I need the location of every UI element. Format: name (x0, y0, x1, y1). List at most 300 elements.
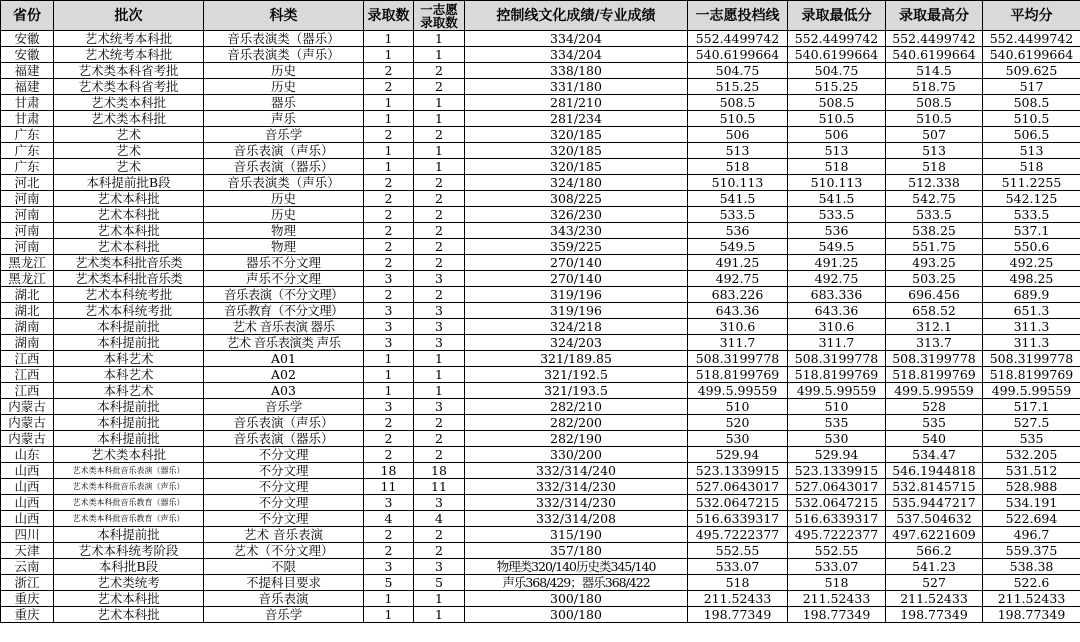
cell-first-choice-count: 2 (414, 63, 465, 79)
cell-min-score: 683.336 (788, 287, 886, 303)
cell-batch: 本科提前批B段 (54, 175, 204, 191)
cell-min-score: 529.94 (788, 447, 886, 463)
cell-subject-type: 不分文理 (204, 495, 364, 511)
column-header-min-score: 录取最低分 (788, 1, 886, 31)
cell-max-score: 540 (886, 431, 983, 447)
cell-subject-type: 音乐学 (204, 399, 364, 415)
cell-batch: 艺术本科统考阶段 (54, 543, 204, 559)
cell-control-line: 300/180 (465, 607, 688, 623)
cell-province: 重庆 (1, 591, 54, 607)
cell-subject-type: A02 (204, 367, 364, 383)
cell-batch: 艺术 (54, 143, 204, 159)
cell-min-score: 508.5 (788, 95, 886, 111)
cell-min-score: 518 (788, 575, 886, 591)
cell-first-choice-count: 2 (414, 127, 465, 143)
cell-province: 黑龙江 (1, 271, 54, 287)
table-row (1, 127, 1080, 143)
cell-min-score: 491.25 (788, 255, 886, 271)
cell-subject-type: 音乐表演类（声乐） (204, 47, 364, 63)
cell-batch: 本科批B段 (54, 559, 204, 575)
cell-first-choice-count: 3 (414, 559, 465, 575)
cell-control-line: 321/192.5 (465, 367, 688, 383)
cell-batch: 艺术本科批 (54, 223, 204, 239)
cell-subject-type: 音乐表演 (204, 591, 364, 607)
cell-admitted-count: 2 (364, 127, 414, 143)
cell-max-score: 546.1944818 (886, 463, 983, 479)
cell-avg-score: 508.3199778 (983, 351, 1080, 367)
cell-batch: 艺术类本科批音乐教育（器乐） (54, 495, 204, 511)
cell-max-score: 538.25 (886, 223, 983, 239)
table-row (1, 79, 1080, 95)
cell-admitted-count: 1 (364, 47, 414, 63)
cell-max-score: 535.9447217 (886, 495, 983, 511)
cell-first-choice-count: 2 (414, 431, 465, 447)
cell-subject-type: 物理 (204, 223, 364, 239)
cell-first-choice-count: 4 (414, 511, 465, 527)
cell-control-line: 声乐368/429；器乐368/422 (465, 575, 688, 591)
cell-admitted-count: 2 (364, 527, 414, 543)
cell-first-choice-cutoff: 516.6339317 (688, 511, 788, 527)
cell-province: 江西 (1, 383, 54, 399)
cell-batch: 艺术本科批 (54, 207, 204, 223)
cell-control-line: 270/140 (465, 271, 688, 287)
cell-subject-type: 艺术（不分文理） (204, 543, 364, 559)
cell-min-score: 311.7 (788, 335, 886, 351)
cell-batch: 艺术 (54, 159, 204, 175)
table-row (1, 191, 1080, 207)
cell-control-line: 319/196 (465, 303, 688, 319)
cell-avg-score: 532.205 (983, 447, 1080, 463)
cell-control-line: 300/180 (465, 591, 688, 607)
table-row (1, 527, 1080, 543)
cell-control-line: 320/185 (465, 159, 688, 175)
column-header-avg-score: 平均分 (983, 1, 1080, 31)
cell-first-choice-count: 1 (414, 591, 465, 607)
cell-first-choice-cutoff: 552.55 (688, 543, 788, 559)
cell-first-choice-count: 1 (414, 95, 465, 111)
cell-first-choice-count: 2 (414, 191, 465, 207)
table-row (1, 463, 1080, 479)
cell-first-choice-cutoff: 508.3199778 (688, 351, 788, 367)
table-row (1, 207, 1080, 223)
cell-control-line: 332/314/230 (465, 495, 688, 511)
cell-province: 四川 (1, 527, 54, 543)
cell-admitted-count: 3 (364, 271, 414, 287)
cell-min-score: 530 (788, 431, 886, 447)
cell-province: 广东 (1, 143, 54, 159)
cell-min-score: 510.113 (788, 175, 886, 191)
cell-first-choice-count: 3 (414, 303, 465, 319)
cell-control-line: 324/180 (465, 175, 688, 191)
cell-max-score: 514.5 (886, 63, 983, 79)
table-row (1, 335, 1080, 351)
cell-min-score: 506 (788, 127, 886, 143)
cell-avg-score: 211.52433 (983, 591, 1080, 607)
cell-max-score: 497.6221609 (886, 527, 983, 543)
cell-province: 重庆 (1, 607, 54, 623)
table-row (1, 591, 1080, 607)
cell-control-line: 281/210 (465, 95, 688, 111)
cell-first-choice-cutoff: 311.7 (688, 335, 788, 351)
cell-batch: 艺术本科批 (54, 239, 204, 255)
cell-min-score: 518 (788, 159, 886, 175)
cell-avg-score: 517 (983, 79, 1080, 95)
cell-subject-type: 不分文理 (204, 479, 364, 495)
cell-admitted-count: 4 (364, 511, 414, 527)
table-row (1, 431, 1080, 447)
cell-min-score: 515.25 (788, 79, 886, 95)
cell-avg-score: 496.7 (983, 527, 1080, 543)
table-row (1, 479, 1080, 495)
cell-subject-type: 音乐学 (204, 607, 364, 623)
cell-max-score: 518.75 (886, 79, 983, 95)
cell-avg-score: 522.6 (983, 575, 1080, 591)
cell-batch: 艺术类本科批音乐类 (54, 271, 204, 287)
cell-subject-type: 不提科目要求 (204, 575, 364, 591)
table-row (1, 399, 1080, 415)
cell-first-choice-count: 1 (414, 351, 465, 367)
cell-control-line: 315/190 (465, 527, 688, 543)
cell-subject-type: 音乐教育（不分文理） (204, 303, 364, 319)
cell-avg-score: 538.38 (983, 559, 1080, 575)
cell-avg-score: 498.25 (983, 271, 1080, 287)
cell-avg-score: 542.125 (983, 191, 1080, 207)
cell-max-score: 541.23 (886, 559, 983, 575)
cell-admitted-count: 1 (364, 31, 414, 47)
cell-max-score: 552.4499742 (886, 31, 983, 47)
cell-control-line: 330/200 (465, 447, 688, 463)
cell-control-line: 270/140 (465, 255, 688, 271)
cell-control-line: 334/204 (465, 31, 688, 47)
cell-max-score: 551.75 (886, 239, 983, 255)
cell-max-score: 493.25 (886, 255, 983, 271)
cell-min-score: 533.5 (788, 207, 886, 223)
cell-first-choice-cutoff: 504.75 (688, 63, 788, 79)
cell-avg-score: 534.191 (983, 495, 1080, 511)
cell-first-choice-count: 3 (414, 495, 465, 511)
cell-batch: 艺术本科统考批 (54, 287, 204, 303)
cell-subject-type: 音乐学 (204, 127, 364, 143)
cell-first-choice-cutoff: 515.25 (688, 79, 788, 95)
cell-min-score: 495.7222377 (788, 527, 886, 543)
table-row (1, 143, 1080, 159)
cell-min-score: 510.5 (788, 111, 886, 127)
cell-first-choice-count: 2 (414, 527, 465, 543)
cell-first-choice-cutoff: 643.36 (688, 303, 788, 319)
cell-first-choice-cutoff: 211.52433 (688, 591, 788, 607)
column-header-batch: 批次 (54, 1, 204, 31)
cell-province: 河南 (1, 191, 54, 207)
table-row (1, 351, 1080, 367)
column-header-first-choice-count: 一志愿录取数 (414, 1, 465, 31)
cell-first-choice-cutoff: 520 (688, 415, 788, 431)
cell-max-score: 312.1 (886, 319, 983, 335)
table-row (1, 367, 1080, 383)
cell-batch: 艺术类本科批音乐教育（声乐） (54, 511, 204, 527)
cell-first-choice-count: 2 (414, 223, 465, 239)
cell-avg-score: 511.2255 (983, 175, 1080, 191)
cell-max-score: 313.7 (886, 335, 983, 351)
cell-first-choice-cutoff: 510 (688, 399, 788, 415)
cell-max-score: 696.456 (886, 287, 983, 303)
cell-avg-score: 518 (983, 159, 1080, 175)
cell-max-score: 540.6199664 (886, 47, 983, 63)
cell-subject-type: 音乐表演类（器乐） (204, 31, 364, 47)
cell-first-choice-count: 1 (414, 143, 465, 159)
column-header-first-choice-cutoff: 一志愿投档线 (688, 1, 788, 31)
cell-subject-type: 艺术 音乐表演 器乐 (204, 319, 364, 335)
cell-subject-type: 艺术 音乐表演 (204, 527, 364, 543)
cell-first-choice-cutoff: 508.5 (688, 95, 788, 111)
cell-min-score: 518.8199769 (788, 367, 886, 383)
cell-first-choice-cutoff: 491.25 (688, 255, 788, 271)
cell-subject-type: 不分文理 (204, 463, 364, 479)
cell-subject-type: 声乐不分文理 (204, 271, 364, 287)
cell-province: 云南 (1, 559, 54, 575)
cell-admitted-count: 3 (364, 495, 414, 511)
table-row (1, 447, 1080, 463)
cell-avg-score: 552.4499742 (983, 31, 1080, 47)
cell-max-score: 510.5 (886, 111, 983, 127)
table-row (1, 287, 1080, 303)
cell-province: 内蒙古 (1, 399, 54, 415)
cell-batch: 艺术统考本科批 (54, 47, 204, 63)
cell-subject-type: 音乐表演（器乐） (204, 431, 364, 447)
table-row (1, 607, 1080, 623)
table-row (1, 271, 1080, 287)
cell-control-line: 281/234 (465, 111, 688, 127)
cell-batch: 艺术类本科批音乐表演（器乐） (54, 463, 204, 479)
cell-first-choice-count: 3 (414, 319, 465, 335)
cell-avg-score: 535 (983, 431, 1080, 447)
cell-admitted-count: 2 (364, 223, 414, 239)
cell-admitted-count: 2 (364, 255, 414, 271)
cell-batch: 本科提前批 (54, 415, 204, 431)
cell-first-choice-count: 1 (414, 367, 465, 383)
cell-min-score: 516.6339317 (788, 511, 886, 527)
cell-first-choice-cutoff: 518 (688, 159, 788, 175)
cell-batch: 艺术 (54, 127, 204, 143)
cell-admitted-count: 2 (364, 63, 414, 79)
table-row (1, 175, 1080, 191)
cell-avg-score: 527.5 (983, 415, 1080, 431)
cell-control-line: 308/225 (465, 191, 688, 207)
cell-control-line: 334/204 (465, 47, 688, 63)
cell-province: 广东 (1, 159, 54, 175)
cell-province: 安徽 (1, 31, 54, 47)
cell-subject-type: 音乐表演类（声乐） (204, 175, 364, 191)
cell-min-score: 532.0647215 (788, 495, 886, 511)
cell-first-choice-cutoff: 518.8199769 (688, 367, 788, 383)
cell-subject-type: 音乐表演（声乐） (204, 415, 364, 431)
cell-admitted-count: 2 (364, 287, 414, 303)
cell-avg-score: 537.1 (983, 223, 1080, 239)
cell-first-choice-cutoff: 523.1339915 (688, 463, 788, 479)
cell-province: 山西 (1, 511, 54, 527)
cell-first-choice-count: 1 (414, 47, 465, 63)
table-row (1, 223, 1080, 239)
cell-admitted-count: 3 (364, 559, 414, 575)
cell-province: 湖南 (1, 319, 54, 335)
cell-max-score: 533.5 (886, 207, 983, 223)
cell-avg-score: 522.694 (983, 511, 1080, 527)
cell-min-score: 552.55 (788, 543, 886, 559)
cell-first-choice-count: 2 (414, 207, 465, 223)
cell-batch: 本科艺术 (54, 367, 204, 383)
cell-admitted-count: 18 (364, 463, 414, 479)
cell-min-score: 504.75 (788, 63, 886, 79)
cell-control-line: 319/196 (465, 287, 688, 303)
cell-avg-score: 506.5 (983, 127, 1080, 143)
cell-avg-score: 492.25 (983, 255, 1080, 271)
column-header-province: 省份 (1, 1, 54, 31)
cell-province: 河北 (1, 175, 54, 191)
cell-max-score: 503.25 (886, 271, 983, 287)
cell-control-line: 282/200 (465, 415, 688, 431)
cell-first-choice-cutoff: 530 (688, 431, 788, 447)
cell-admitted-count: 2 (364, 415, 414, 431)
cell-batch: 本科艺术 (54, 383, 204, 399)
cell-min-score: 527.0643017 (788, 479, 886, 495)
table-body (1, 31, 1080, 623)
cell-avg-score: 509.625 (983, 63, 1080, 79)
cell-subject-type: 历史 (204, 79, 364, 95)
cell-first-choice-count: 2 (414, 239, 465, 255)
cell-province: 内蒙古 (1, 431, 54, 447)
cell-admitted-count: 3 (364, 335, 414, 351)
cell-max-score: 535 (886, 415, 983, 431)
cell-avg-score: 499.5.99559 (983, 383, 1080, 399)
cell-admitted-count: 1 (364, 383, 414, 399)
cell-batch: 艺术类本科批音乐表演（声乐） (54, 479, 204, 495)
cell-first-choice-cutoff: 510.113 (688, 175, 788, 191)
cell-province: 广东 (1, 127, 54, 143)
cell-first-choice-cutoff: 198.77349 (688, 607, 788, 623)
table-row (1, 415, 1080, 431)
cell-avg-score: 311.3 (983, 319, 1080, 335)
header-row (1, 1, 1080, 31)
cell-first-choice-cutoff: 549.5 (688, 239, 788, 255)
cell-admitted-count: 1 (364, 111, 414, 127)
cell-admitted-count: 2 (364, 175, 414, 191)
cell-first-choice-count: 3 (414, 399, 465, 415)
cell-control-line: 321/189.85 (465, 351, 688, 367)
cell-max-score: 658.52 (886, 303, 983, 319)
cell-avg-score: 517.1 (983, 399, 1080, 415)
cell-avg-score: 540.6199664 (983, 47, 1080, 63)
cell-admitted-count: 2 (364, 239, 414, 255)
cell-admitted-count: 1 (364, 159, 414, 175)
cell-avg-score: 531.512 (983, 463, 1080, 479)
cell-avg-score: 510.5 (983, 111, 1080, 127)
cell-max-score: 508.3199778 (886, 351, 983, 367)
cell-admitted-count: 2 (364, 431, 414, 447)
cell-province: 浙江 (1, 575, 54, 591)
cell-control-line: 331/180 (465, 79, 688, 95)
cell-max-score: 534.47 (886, 447, 983, 463)
cell-avg-score: 559.375 (983, 543, 1080, 559)
cell-control-line: 343/230 (465, 223, 688, 239)
cell-control-line: 物理类320/140历史类345/140 (465, 559, 688, 575)
cell-min-score: 536 (788, 223, 886, 239)
cell-control-line: 282/190 (465, 431, 688, 447)
cell-first-choice-count: 1 (414, 383, 465, 399)
table-row (1, 159, 1080, 175)
cell-province: 河南 (1, 223, 54, 239)
cell-batch: 艺术统考本科批 (54, 31, 204, 47)
cell-admitted-count: 1 (364, 143, 414, 159)
cell-batch: 本科提前批 (54, 335, 204, 351)
cell-admitted-count: 11 (364, 479, 414, 495)
cell-avg-score: 533.5 (983, 207, 1080, 223)
cell-avg-score: 528.988 (983, 479, 1080, 495)
table-row (1, 543, 1080, 559)
cell-avg-score: 311.3 (983, 335, 1080, 351)
table-header (1, 1, 1080, 31)
cell-first-choice-count: 3 (414, 335, 465, 351)
cell-first-choice-count: 2 (414, 287, 465, 303)
cell-province: 湖北 (1, 303, 54, 319)
cell-first-choice-cutoff: 533.5 (688, 207, 788, 223)
cell-first-choice-cutoff: 513 (688, 143, 788, 159)
cell-batch: 艺术类本科省考批 (54, 63, 204, 79)
table-row (1, 575, 1080, 591)
cell-first-choice-count: 1 (414, 31, 465, 47)
cell-avg-score: 513 (983, 143, 1080, 159)
cell-control-line: 359/225 (465, 239, 688, 255)
cell-batch: 本科艺术 (54, 351, 204, 367)
cell-min-score: 549.5 (788, 239, 886, 255)
cell-batch: 艺术本科统考批 (54, 303, 204, 319)
cell-province: 安徽 (1, 47, 54, 63)
cell-batch: 艺术本科批 (54, 591, 204, 607)
cell-min-score: 540.6199664 (788, 47, 886, 63)
cell-subject-type: 不分文理 (204, 447, 364, 463)
table-row (1, 255, 1080, 271)
cell-province: 山东 (1, 447, 54, 463)
cell-batch: 艺术类本科批 (54, 447, 204, 463)
cell-max-score: 527 (886, 575, 983, 591)
table-row (1, 47, 1080, 63)
cell-province: 湖北 (1, 287, 54, 303)
cell-admitted-count: 2 (364, 207, 414, 223)
cell-max-score: 513 (886, 143, 983, 159)
cell-control-line: 357/180 (465, 543, 688, 559)
table-row (1, 31, 1080, 47)
cell-province: 河南 (1, 239, 54, 255)
cell-avg-score: 689.9 (983, 287, 1080, 303)
cell-min-score: 499.5.99559 (788, 383, 886, 399)
cell-control-line: 282/210 (465, 399, 688, 415)
cell-min-score: 508.3199778 (788, 351, 886, 367)
table-row (1, 495, 1080, 511)
cell-province: 天津 (1, 543, 54, 559)
cell-province: 甘肃 (1, 95, 54, 111)
cell-subject-type: 不限 (204, 559, 364, 575)
cell-province: 江西 (1, 351, 54, 367)
table-row (1, 111, 1080, 127)
cell-batch: 艺术本科批 (54, 191, 204, 207)
cell-admitted-count: 2 (364, 447, 414, 463)
cell-subject-type: 艺术 音乐表演类 声乐 (204, 335, 364, 351)
cell-batch: 本科提前批 (54, 399, 204, 415)
cell-control-line: 338/180 (465, 63, 688, 79)
table-row (1, 511, 1080, 527)
cell-avg-score: 550.6 (983, 239, 1080, 255)
cell-max-score: 518.8199769 (886, 367, 983, 383)
cell-max-score: 542.75 (886, 191, 983, 207)
cell-first-choice-count: 3 (414, 271, 465, 287)
